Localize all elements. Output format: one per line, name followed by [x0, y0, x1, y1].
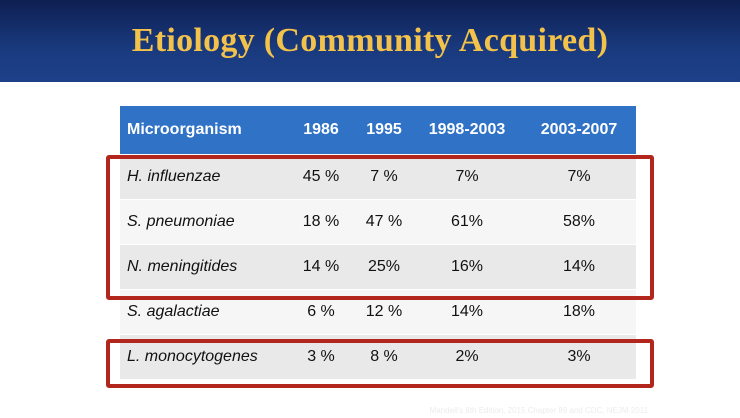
value-cell: 8 % [356, 334, 412, 379]
value-cell: 16% [412, 244, 522, 289]
table-header-row [120, 106, 636, 154]
header-microorganism: Microorganism [127, 120, 242, 138]
header-1998-2003: 1998-2003 [428, 120, 506, 138]
value-cell: 58% [522, 199, 636, 244]
slide-title: Etiology (Community Acquired) [131, 22, 609, 59]
value-cell: 6 % [286, 289, 356, 334]
value-cell: 18% [522, 289, 636, 334]
value-cell: 25% [356, 244, 412, 289]
citation-footnote: Mandell's 8th Edition, 2015 Chapter 89 and CDC, NEJM 2011 [429, 406, 648, 415]
organism-cell: L. monocytogenes [120, 334, 286, 379]
value-cell: 7 % [356, 154, 412, 199]
table-row [120, 244, 636, 289]
value-cell: 14 % [286, 244, 356, 289]
table-row [120, 334, 636, 379]
value-cell: 3% [522, 334, 636, 379]
table-row [120, 154, 636, 199]
value-cell: 12 % [356, 289, 412, 334]
organism-cell: H. influenzae [120, 154, 286, 199]
value-cell: 14% [522, 244, 636, 289]
header-2003-2007: 2003-2007 [540, 120, 618, 138]
title-bar [0, 0, 740, 82]
organism-cell: S. pneumoniae [120, 199, 286, 244]
organism-cell: S. agalactiae [120, 289, 286, 334]
value-cell: 61% [412, 199, 522, 244]
organism-cell: N. meningitides [120, 244, 286, 289]
value-cell: 47 % [356, 199, 412, 244]
value-cell: 14% [412, 289, 522, 334]
table-row [120, 199, 636, 244]
value-cell: 45 % [286, 154, 356, 199]
table-row [120, 289, 636, 334]
value-cell: 3 % [286, 334, 356, 379]
value-cell: 18 % [286, 199, 356, 244]
header-1986: 1986 [303, 120, 339, 138]
etiology-table [120, 106, 636, 379]
value-cell: 2% [412, 334, 522, 379]
value-cell: 7% [522, 154, 636, 199]
etiology-table-container [120, 106, 636, 379]
header-1995: 1995 [366, 120, 402, 138]
value-cell: 7% [412, 154, 522, 199]
